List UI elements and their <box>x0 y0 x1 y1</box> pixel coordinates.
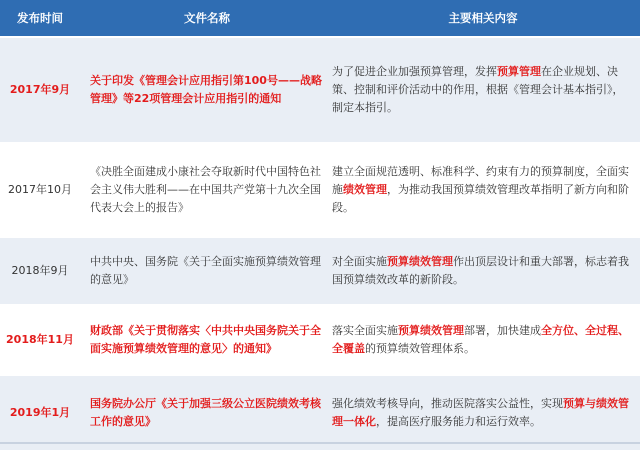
table-row <box>0 374 640 450</box>
header-publish-date: 发布时间 <box>17 11 63 25</box>
table-bottom-border <box>0 442 640 444</box>
table-header <box>0 0 640 36</box>
row-content: 强化绩效考核导向，推动医院落实公益性，实现预算与绩效管理一体化，提高医疗服务能力和运行效率。 <box>332 397 629 428</box>
row-content: 对全面实施预算绩效管理作出顶层设计和重大部署，标志着我国预算绩效改革的新阶段。 <box>332 255 629 286</box>
table-row <box>0 304 640 374</box>
row-date: 2017年9月 <box>9 83 71 96</box>
table-row <box>0 36 640 142</box>
row-date: 2018年11月 <box>6 333 74 346</box>
row-file: 国务院办公厅《关于加强三级公立医院绩效考核工作的意见》 <box>90 397 321 428</box>
row-file: 财政部《关于贯彻落实〈中共中央国务院关于全面实施预算绩效管理的意见〉的通知》 <box>90 324 321 355</box>
row-content: 建立全面规范透明、标准科学、约束有力的预算制度，全面实施绩效管理，为推动我国预算绩效管理改革指明了新方向和阶段。 <box>332 165 629 214</box>
header-file-name: 文件名称 <box>184 11 230 25</box>
row-file: 中共中央、国务院《关于全面实施预算绩效管理的意见》 <box>90 255 321 286</box>
table-row <box>0 142 640 236</box>
row-date: 2018年9月 <box>11 264 69 277</box>
header-main-content: 主要相关内容 <box>448 11 518 25</box>
row-file: 关于印发《管理会计应用指引第100号——战略管理》等22项管理会计应用指引的通知 <box>90 74 322 105</box>
row-file: 《决胜全面建成小康社会夺取新时代中国特色社会主义伟大胜利——在中国共产党第十九次全国代表大会上的报告》 <box>90 165 321 214</box>
row-date: 2017年10月 <box>8 183 72 196</box>
row-content: 落实全面实施预算绩效管理部署，加快建成全方位、全过程、全覆盖的预算绩效管理体系。 <box>332 324 629 355</box>
row-content: 为了促进企业加强预算管理，发挥预算管理在企业规划、决策、控制和评价活动中的作用，根据《管理会计基本指引》，制定本指引。 <box>332 65 624 114</box>
table-row <box>0 236 640 304</box>
row-date: 2019年1月 <box>9 406 71 419</box>
